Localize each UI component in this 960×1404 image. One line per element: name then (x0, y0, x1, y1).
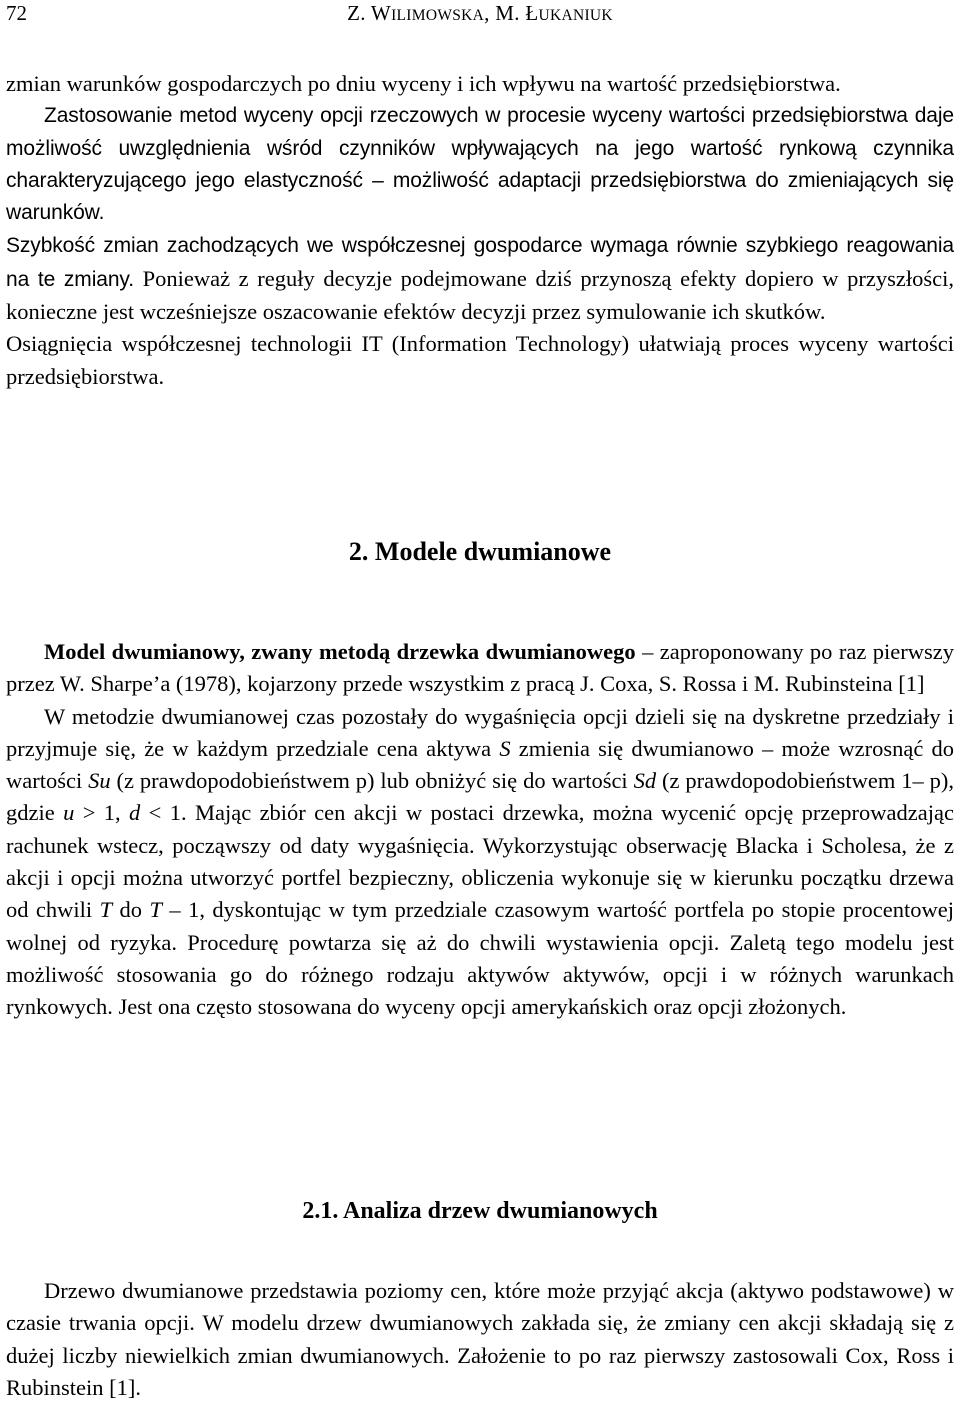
intro-text (6, 68, 954, 393)
text-run: < 1. Mając zbiór cen akcji w postaci drzewka, można wycenić opcję przeprowadzając rachunek wstecz, począwszy od daty wygaśnięcia. Wykorzystując obserwację Blacka i Scholesa, że z akcji i opcji można utworzyć portfel bezpieczny, obliczenia wykonuje się w kierunku początku drzewa od chwili (6, 800, 954, 923)
text-run: (z prawdopodobieństwem p) lub obniżyć się do wartości (110, 768, 634, 794)
math-variable: S (499, 735, 511, 761)
page-number: 72 (6, 1, 27, 25)
text-run: W metodzie dwumianowej czas pozostały do wygaśnięcia opcji dzieli się na dyskretne przedziały i przyjmuje się, że w każdym przedziale cena aktywa (6, 703, 954, 761)
text-run: – zaproponowany po raz pierwszy przez W. Sharpe’a (1978), kojarzony przede wszystkim z pracą J. Coxa, S. Rossa i M. Rubinsteina [1] (6, 639, 954, 697)
text-run: – 1, dyskontując w tym przedziale czasowym wartość portfela po stopie procentowej wolnej od ryzyka. Procedurę powtarza się aż do chwili wystawienia opcji. Zaletą tego modelu jest możliwość stosowania go do różnego rodzaju aktywów aktywów, opcji i w różnych warunkach rynkowych. Jest ona często stosowana do wyceny opcji amerykańskich oraz opcji złożonych. (6, 897, 954, 1020)
paragraph: Drzewo dwumianowe przedstawia poziomy cen, które może przyjąć akcja (aktywo podstawowe) w czasie trwania opcji. W modelu drzew dwumianowych zakłada się, że zmiany cen akcji składają się z dużej liczby niewielkich zmian dwumianowych. Założenie to po raz pierwszy zastosowali Cox, Ross i Rubinstein [1]. (6, 1278, 954, 1400)
paragraph: zmian warunków gospodarczych po dniu wyceny i ich wpływu na wartość przedsiębiorstwa. (6, 71, 841, 96)
running-head-part: UKANIUK (538, 7, 613, 24)
paragraph: Osiągnięcia współczesnej technologii IT (Information Technology) ułatwiają proces wyceny wartości przedsiębiorstwa. (6, 331, 954, 389)
math-variable: T (99, 897, 113, 923)
paragraph (6, 701, 954, 1024)
running-head (6, 0, 954, 29)
math-variable: u (63, 800, 75, 826)
text-run: Ponieważ z reguły decyzje podejmowane dziś przynoszą efekty dopiero w przyszłości, konieczne jest wcześniejsze oszacowanie efektów decyzji przez symulowanie ich skutków. (6, 265, 954, 325)
text-run: > 1, (74, 800, 130, 826)
math-variable: T (149, 897, 162, 923)
running-head-part: ILIMOWSKA (391, 7, 485, 24)
section21-text (6, 1275, 954, 1404)
subsection-heading: 2.1. Analiza drzew dwumianowych (302, 1198, 658, 1224)
text-run: (z prawdopodobieństwem 1– p), gdzie (6, 768, 954, 826)
section-heading: 2. Modele dwumianowe (348, 537, 612, 566)
math-variable: Su (88, 768, 111, 794)
paragraph: Zastosowanie metod wyceny opcji rzeczowych w procesie wyceny wartości przedsiębiorstwa daje możliwość uwzględnienia wśród czynników wpływających na jego wartość rynkową czynnika charakteryzującego jego elastyczność – możliwość adaptacji przedsiębiorstwa do zmieniających się warunków. (6, 104, 954, 225)
page-header (6, 0, 954, 26)
bold-term: Model dwumianowy, zwany metodą drzewka dwumianowego (44, 639, 636, 664)
math-variable: d (129, 800, 141, 826)
paragraph (6, 229, 954, 328)
section2-text (6, 636, 954, 1024)
text-run: zmienia się dwumianowo – może wzrosnąć do wartości (6, 735, 954, 794)
text-run: Szybkość zmian zachodzących we współczesnej gospodarce wymaga równie szybkiego reagowania na te zmiany. (6, 234, 954, 291)
text-run: do (112, 897, 150, 923)
math-variable: Sd (633, 768, 657, 794)
running-head-part: , M. Ł (484, 1, 539, 25)
running-head-part: Z. W (347, 1, 392, 25)
paragraph (6, 636, 954, 701)
